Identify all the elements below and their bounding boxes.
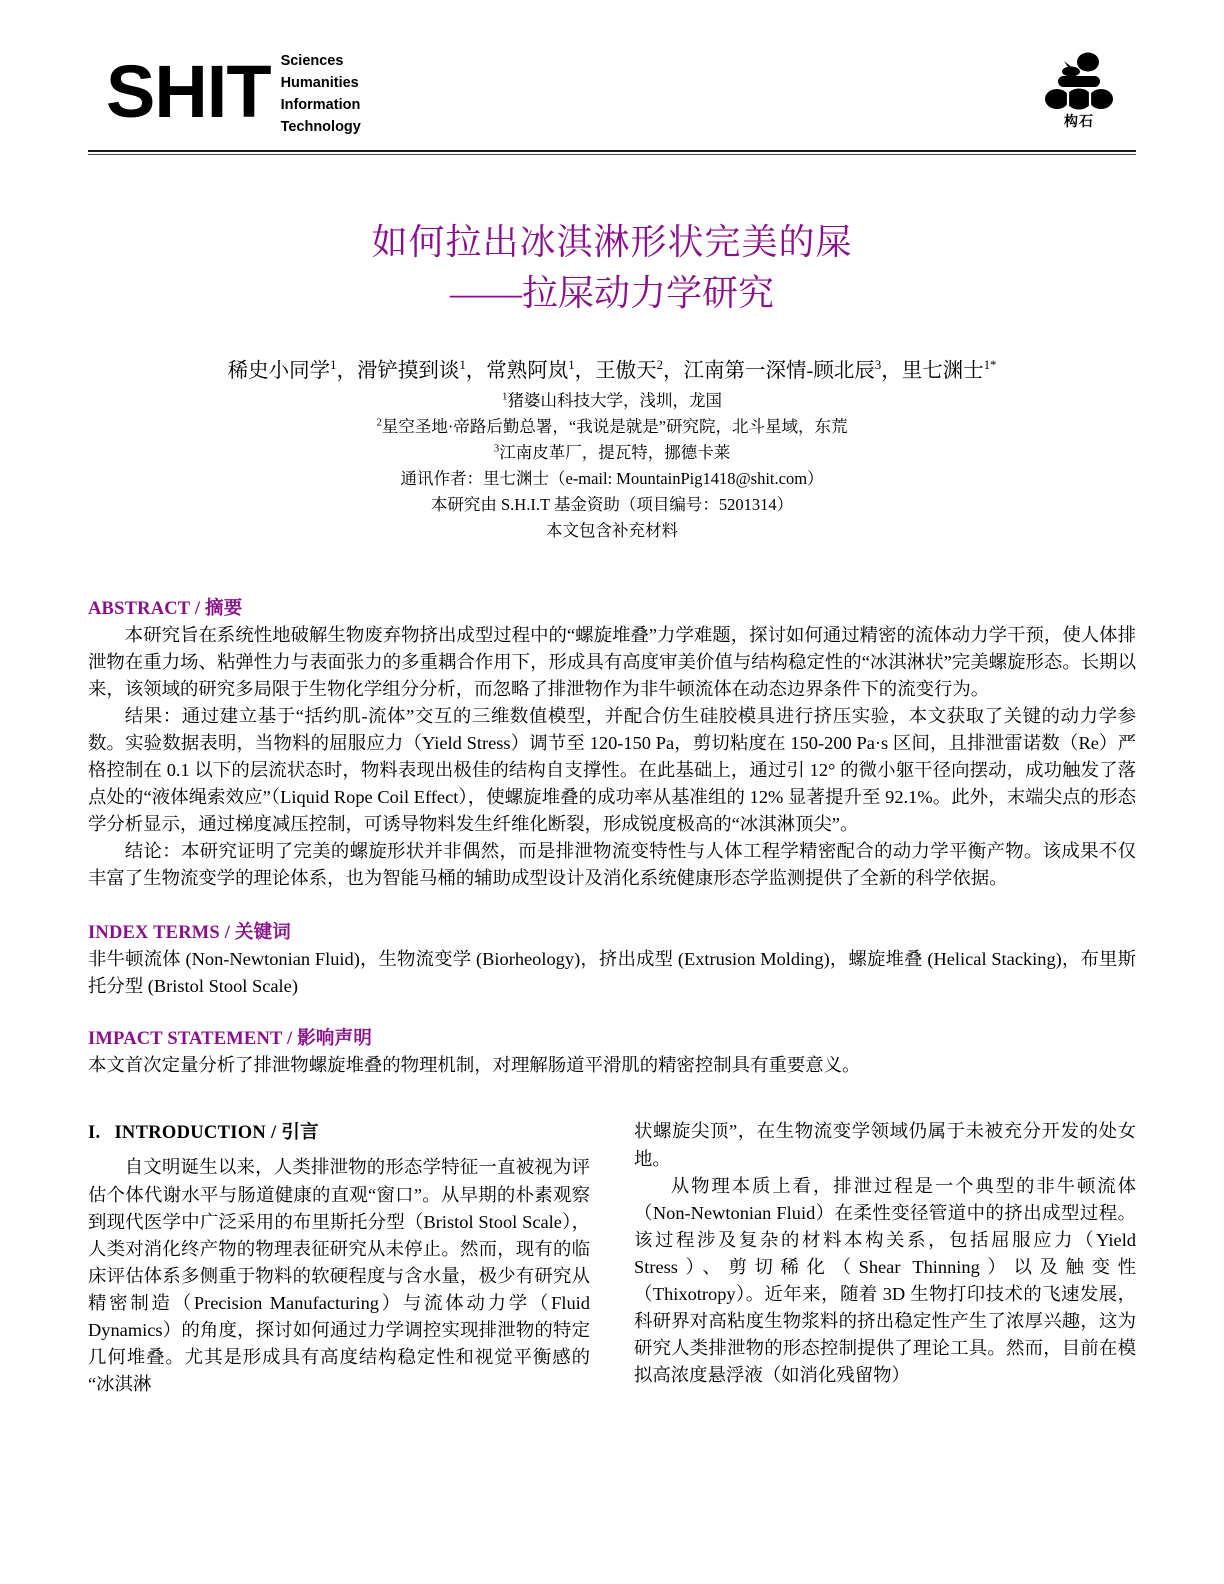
- publisher-name: 构石: [1064, 114, 1094, 130]
- author-name: 江南第一深情-顾北辰: [683, 360, 875, 383]
- author-list: 稀史小同学$^1$，滑铲摸到谈$^1$，常熟阿岚$^1$，王傲天$^2$，江南第一深情-顾北辰$^3$，里七渊士$^{1*}$: [227, 358, 997, 383]
- author-affil-marker: 1*: [983, 358, 997, 373]
- index-terms-section: [88, 918, 1136, 1000]
- supplementary-note: 本文包含补充材料: [546, 521, 678, 541]
- affiliation-block: [88, 388, 1136, 544]
- tagline-line-3: Information: [280, 97, 361, 114]
- cairn-stack-icon: [1044, 50, 1114, 112]
- author-affil-marker: 1: [459, 358, 466, 373]
- funding-note: 本研究由 S.H.I.T 基金资助（项目编号：5201314）: [430, 494, 794, 514]
- affiliation-marker: 3: [493, 442, 500, 455]
- title-block: [88, 217, 1136, 319]
- author-affil-marker: 3: [874, 358, 882, 373]
- section-title: INTRODUCTION / 引言: [114, 1123, 319, 1144]
- abstract-section: [88, 594, 1136, 892]
- page-subtitle: ——拉屎动力学研究: [449, 273, 774, 314]
- author-name: 里七渊士: [901, 360, 984, 383]
- introduction-paragraph-continued: 状螺旋尖顶”，在生物流变学领域仍属于未被充分开发的处女地。: [634, 1121, 1136, 1169]
- author-name: 王傲天: [595, 360, 657, 383]
- header-divider: [88, 150, 1136, 155]
- author-name: 常熟阿岚: [486, 360, 569, 383]
- author-affil-marker: 1: [568, 358, 575, 373]
- affiliation-marker: 2: [376, 416, 382, 429]
- section-numeral: I.: [88, 1123, 101, 1144]
- tagline-line-1: Sciences: [280, 53, 344, 69]
- impact-statement-heading: IMPACT STATEMENT / 影响声明: [88, 1028, 373, 1049]
- journal-logo-wordmark: SHIT: [106, 50, 271, 134]
- abstract-heading: ABSTRACT / 摘要: [88, 599, 243, 620]
- affiliation-text: 星空圣地·帝路后勤总署，“我说是就是”研究院，北斗星域，东荒: [381, 416, 848, 436]
- tagline-line-2: Humanities: [280, 75, 359, 92]
- impact-statement-section: [88, 1024, 1136, 1079]
- author-name: 稀史小同学: [227, 360, 331, 383]
- corresponding-author: 通讯作者：里七渊士（e-mail: MountainPig1418@shit.com）: [400, 468, 824, 488]
- masthead: [88, 46, 1136, 144]
- column-left: [88, 1118, 590, 1397]
- introduction-heading: [88, 1118, 590, 1144]
- author-affil-marker: 2: [656, 358, 664, 373]
- journal-logo: [106, 46, 361, 138]
- impact-statement-text: 本文首次定量分析了排泄物螺旋堆叠的物理机制，对理解肠道平滑肌的精密控制具有重要意义。: [88, 1054, 861, 1075]
- tagline-line-4: Technology: [280, 119, 361, 136]
- index-terms-text: 非牛顿流体 (Non-Newtonian Fluid)，生物流变学 (Biorheology)，挤出成型 (Extrusion Molding)，螺旋堆叠 (Helical Stacking)，布里斯托分型 (Bristol Stool Scale): [88, 948, 1136, 996]
- abstract-paragraph: 结果：通过建立基于“括约肌-流体”交互的三维数值模型，并配合仿生硅胶模具进行挤压实验，本文获取了关键的动力学参数。实验数据表明，当物料的屈服应力（Yield Stress）调节至 120-150 Pa，剪切粘度在 150-200 Pa·s 区间，且排泄雷诺数（Re）严格控制在 0.1 以下的层流状态时，物料表现出极佳的结构自支撑性。在此基础上，通过引 12° 的微小躯干径向摆动，成功触发了落点处的“液体绳索效应”（Liquid Rope Coil Effect），使螺旋堆叠的成功率从基准组的 12% 显著提升至 92.1%。此外，末端尖点的形态学分析显示，通过梯度减压控制，可诱导物料发生纤维化断裂，形成锐度极高的“冰淇淋顶尖”。: [88, 705, 1136, 834]
- page-title: 如何拉出冰淇淋形状完美的屎: [371, 222, 853, 262]
- introduction-paragraph: 自文明诞生以来，人类排泄物的形态学特征一直被视为评估个体代谢水平与肠道健康的直观“窗口”。从早期的朴素观察到现代医学中广泛采用的布里斯托分型（Bristol Stool Scale），人类对消化终产物的物理表征研究从未停止。然而，现有的临床评估体系多侧重于物料的软硬程度与含水量，极少有研究从精密制造（Precision Manufacturing）与流体动力学（Fluid Dynamics）的角度，探讨如何通过力学调控实现排泄物的特定几何堆叠。尤其是形成具有高度结构稳定性和视觉平衡感的“冰淇淋: [88, 1157, 590, 1394]
- introduction-paragraph: 从物理本质上看，排泄过程是一个典型的非牛顿流体（Non-Newtonian Fluid）在柔性变径管道中的挤出成型过程。该过程涉及复杂的材料本构关系，包括屈服应力（Yield Stress）、剪切稀化（Shear Thinning）以及触变性（Thixotropy）。近年来，随着 3D 生物打印技术的飞速发展，科研界对高粘度生物浆料的挤出稳定性产生了浓厚兴趣，这为研究人类排泄物的形态控制提供了理论工具。然而，目前在模拟高浓度悬浮液（如消化残留物）: [634, 1175, 1136, 1385]
- index-terms-heading: INDEX TERMS / 关键词: [88, 922, 291, 943]
- affiliation-item: [88, 414, 1136, 440]
- affiliation-marker: 1: [502, 390, 508, 403]
- affiliation-item: [88, 440, 1136, 466]
- affiliation-item: [88, 388, 1136, 414]
- affiliation-text: 江南皮革厂，提瓦特，挪德卡莱: [499, 442, 731, 462]
- author-affil-marker: 1: [330, 358, 337, 373]
- abstract-paragraph: 结论：本研究证明了完美的螺旋形状并非偶然，而是排泄物流变特性与人体工程学精密配合的动力学平衡产物。该成果不仅丰富了生物流变学的理论体系，也为智能马桶的辅助成型设计及消化系统健康形态学监测提供了全新的科学依据。: [88, 840, 1136, 888]
- column-right: [634, 1118, 1136, 1397]
- journal-logo-tagline: [281, 50, 361, 138]
- author-name: 滑铲摸到谈: [356, 360, 460, 383]
- publisher-mark: [1044, 50, 1114, 129]
- two-column-body: [88, 1118, 1136, 1397]
- affiliation-text: 猪婆山科技大学，浅圳，龙国: [507, 390, 722, 410]
- abstract-paragraph: 本研究旨在系统性地破解生物废弃物挤出成型过程中的“螺旋堆叠”力学难题，探讨如何通过精密的流体动力学干预，使人体排泄物在重力场、粘弹性力与表面张力的多重耦合作用下，形成具有高度审美价值与结构稳定性的“冰淇淋状”完美螺旋形态。长期以来，该领域的研究多局限于生物化学组分分析，而忽略了排泄物作为非牛顿流体在动态边界条件下的流变行为。: [88, 625, 1136, 699]
